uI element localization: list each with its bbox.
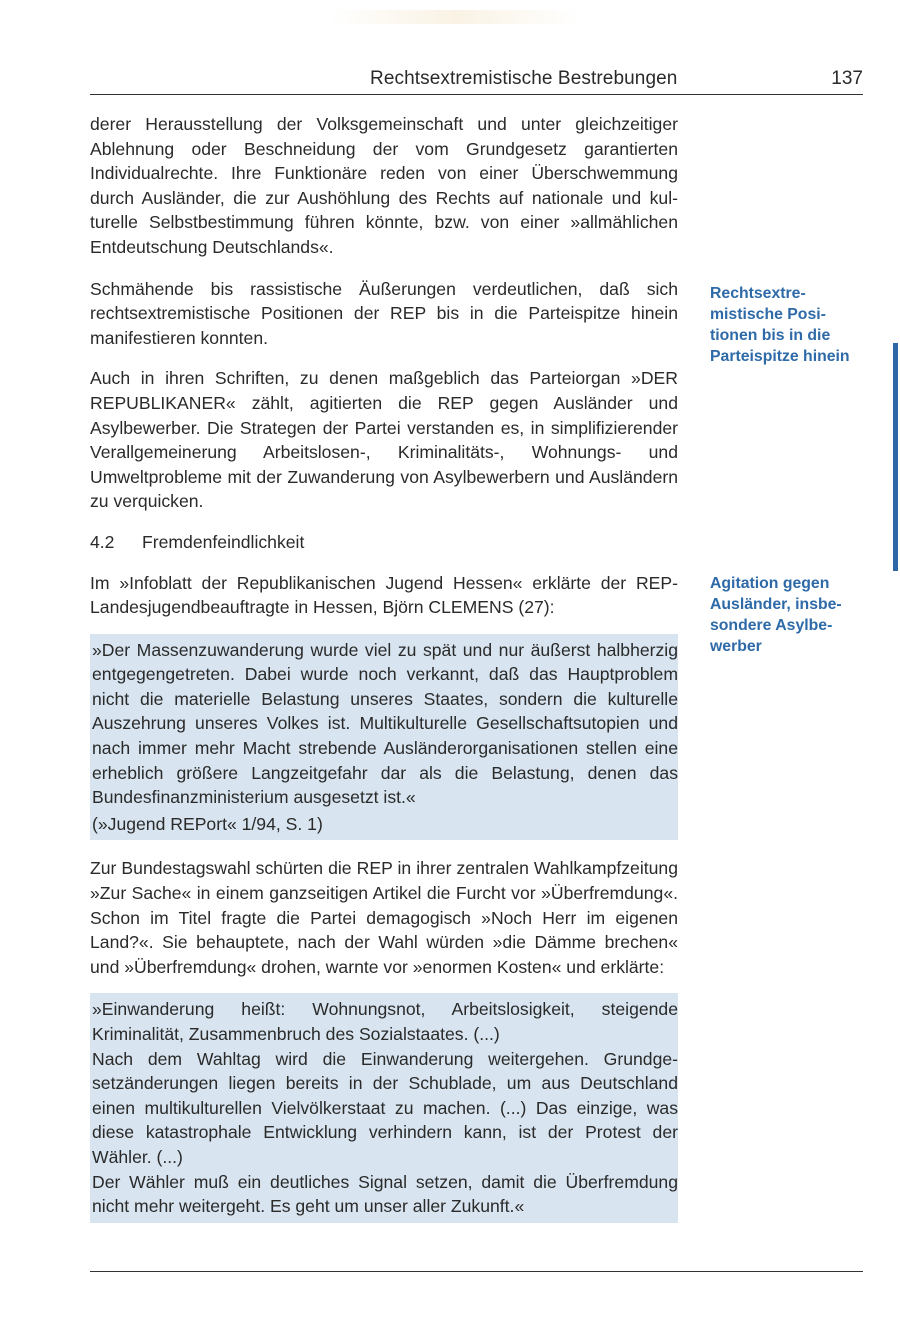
quote-1-source: (»Jugend REPort« 1/94, S. 1) [92,813,323,834]
quote-2-line-1: »Einwanderung heißt: Wohnungsnot, Arbeitslosigkeit, steigende Kriminalität, Zusammenbruch des Sozialstaates. (...) [92,999,678,1044]
margin-note-1: Rechtsextremistische Positionen bis in die Parteispitze hinein [710,285,850,365]
page-number: 137 [831,68,863,89]
quote-2-line-3: Der Wähler muß ein deutliches Signal setzen, damit die Überfremdung nicht mehr weitergeht. Es geht um unser aller Zukunft.« [92,1171,678,1217]
paragraph-1: derer Herausstellung der Volksgemeinschaft und unter gleichzeitiger Ablehnung oder Beschneidung der vom Grundgesetz garantierten Individualrechte. Ihre Funktionäre reden von einer Überschwemmung durch Ausländer, die zur Aushöhlung des Rechts auf nationale und kulturelle Selbstbestimmung führen könnte, bzw. von einer »allmählichen Entdeutschung Deutschlands«. [90,114,678,257]
section-title: Fremdenfeindlichkeit [142,531,305,552]
blockquote-1 [90,634,678,841]
margin-note-2: Agitation gegen Ausländer, insbesondere Asylbewerber [710,575,842,655]
quote-2-line-2: Nach dem Wahltag wird die Einwanderung weitergehen. Grundgesetzänderungen liegen bereits in der Schublade, um aus Deutschland einen multikulturellen Vielvölkerstaat zu machen. (...) Das einzige, was diese katastrophale Entwicklung verhindern kann, ist der Protest der Wähler. (...) [92,1048,678,1167]
quote-1-text: »Der Massenzuwanderung wurde viel zu spät und nur äußerst halbherzig entgegengetreten. Dabei wurde noch verkannt, daß das Hauptproblem nicht die materielle Belastung unseres Staates, sondern die kulturelle Auszehrung unseres Volkes ist. Multikulturelle Gesellschaftsutopien und nach immer mehr Macht strebende Ausländerorganisationen stellen eine erheblich größere Langzeitgefahr dar als die Belastung, denen das Bundesfinanzministerium ausgesetzt ist.« [92,639,678,808]
scan-artifact [330,10,580,24]
page-header [90,64,863,95]
paragraph-5: Zur Bundestagswahl schürten die REP in ihrer zentralen Wahlkampfzeitung »Zur Sache« in einem ganzseitigen Artikel die Furcht vor »Überfremdung«. Schon im Titel fragte die Partei demagogisch »Noch Herr im eigenen Land?«. Sie behauptete, nach der Wahl würden »die Dämme brechen« und »Überfremdung« drohen, warnte vor »enormen Kosten« und erklärte: [90,858,678,977]
paragraph-3: Auch in ihren Schriften, zu denen maßgeblich das Parteiorgan »DER REPUBLIKANER« zählt, agitierten die REP gegen Ausländer und Asylbewerber. Die Strategen der Partei verstanden es, in simplifizierender Verallgemeinerung Arbeitslosen-, Kriminalitäts-, Wohnungs- und Umweltprobleme mit der Zuwanderung von Asylbewerbern und Ausländern zu verquicken. [90,368,678,512]
running-title: Rechtsextremistische Bestrebungen [370,68,678,89]
main-text-column [90,112,678,1223]
section-number: 4.2 [90,531,115,552]
section-heading [90,530,678,555]
bottom-rule [90,1271,863,1272]
blockquote-2 [90,993,678,1222]
chapter-marker-bar [893,343,898,571]
paragraph-4: Im »Infoblatt der Republikanischen Jugend Hessen« erklärte der REP-Landesjugendbeauftragte in Hessen, Björn CLEMENS (27): [90,572,678,618]
paragraph-2: Schmähende bis rassistische Äußerungen verdeutlichen, daß sich rechtsextremistische Positionen der REP bis in die Parteispitze hinein manifestieren konnten. [90,278,678,348]
